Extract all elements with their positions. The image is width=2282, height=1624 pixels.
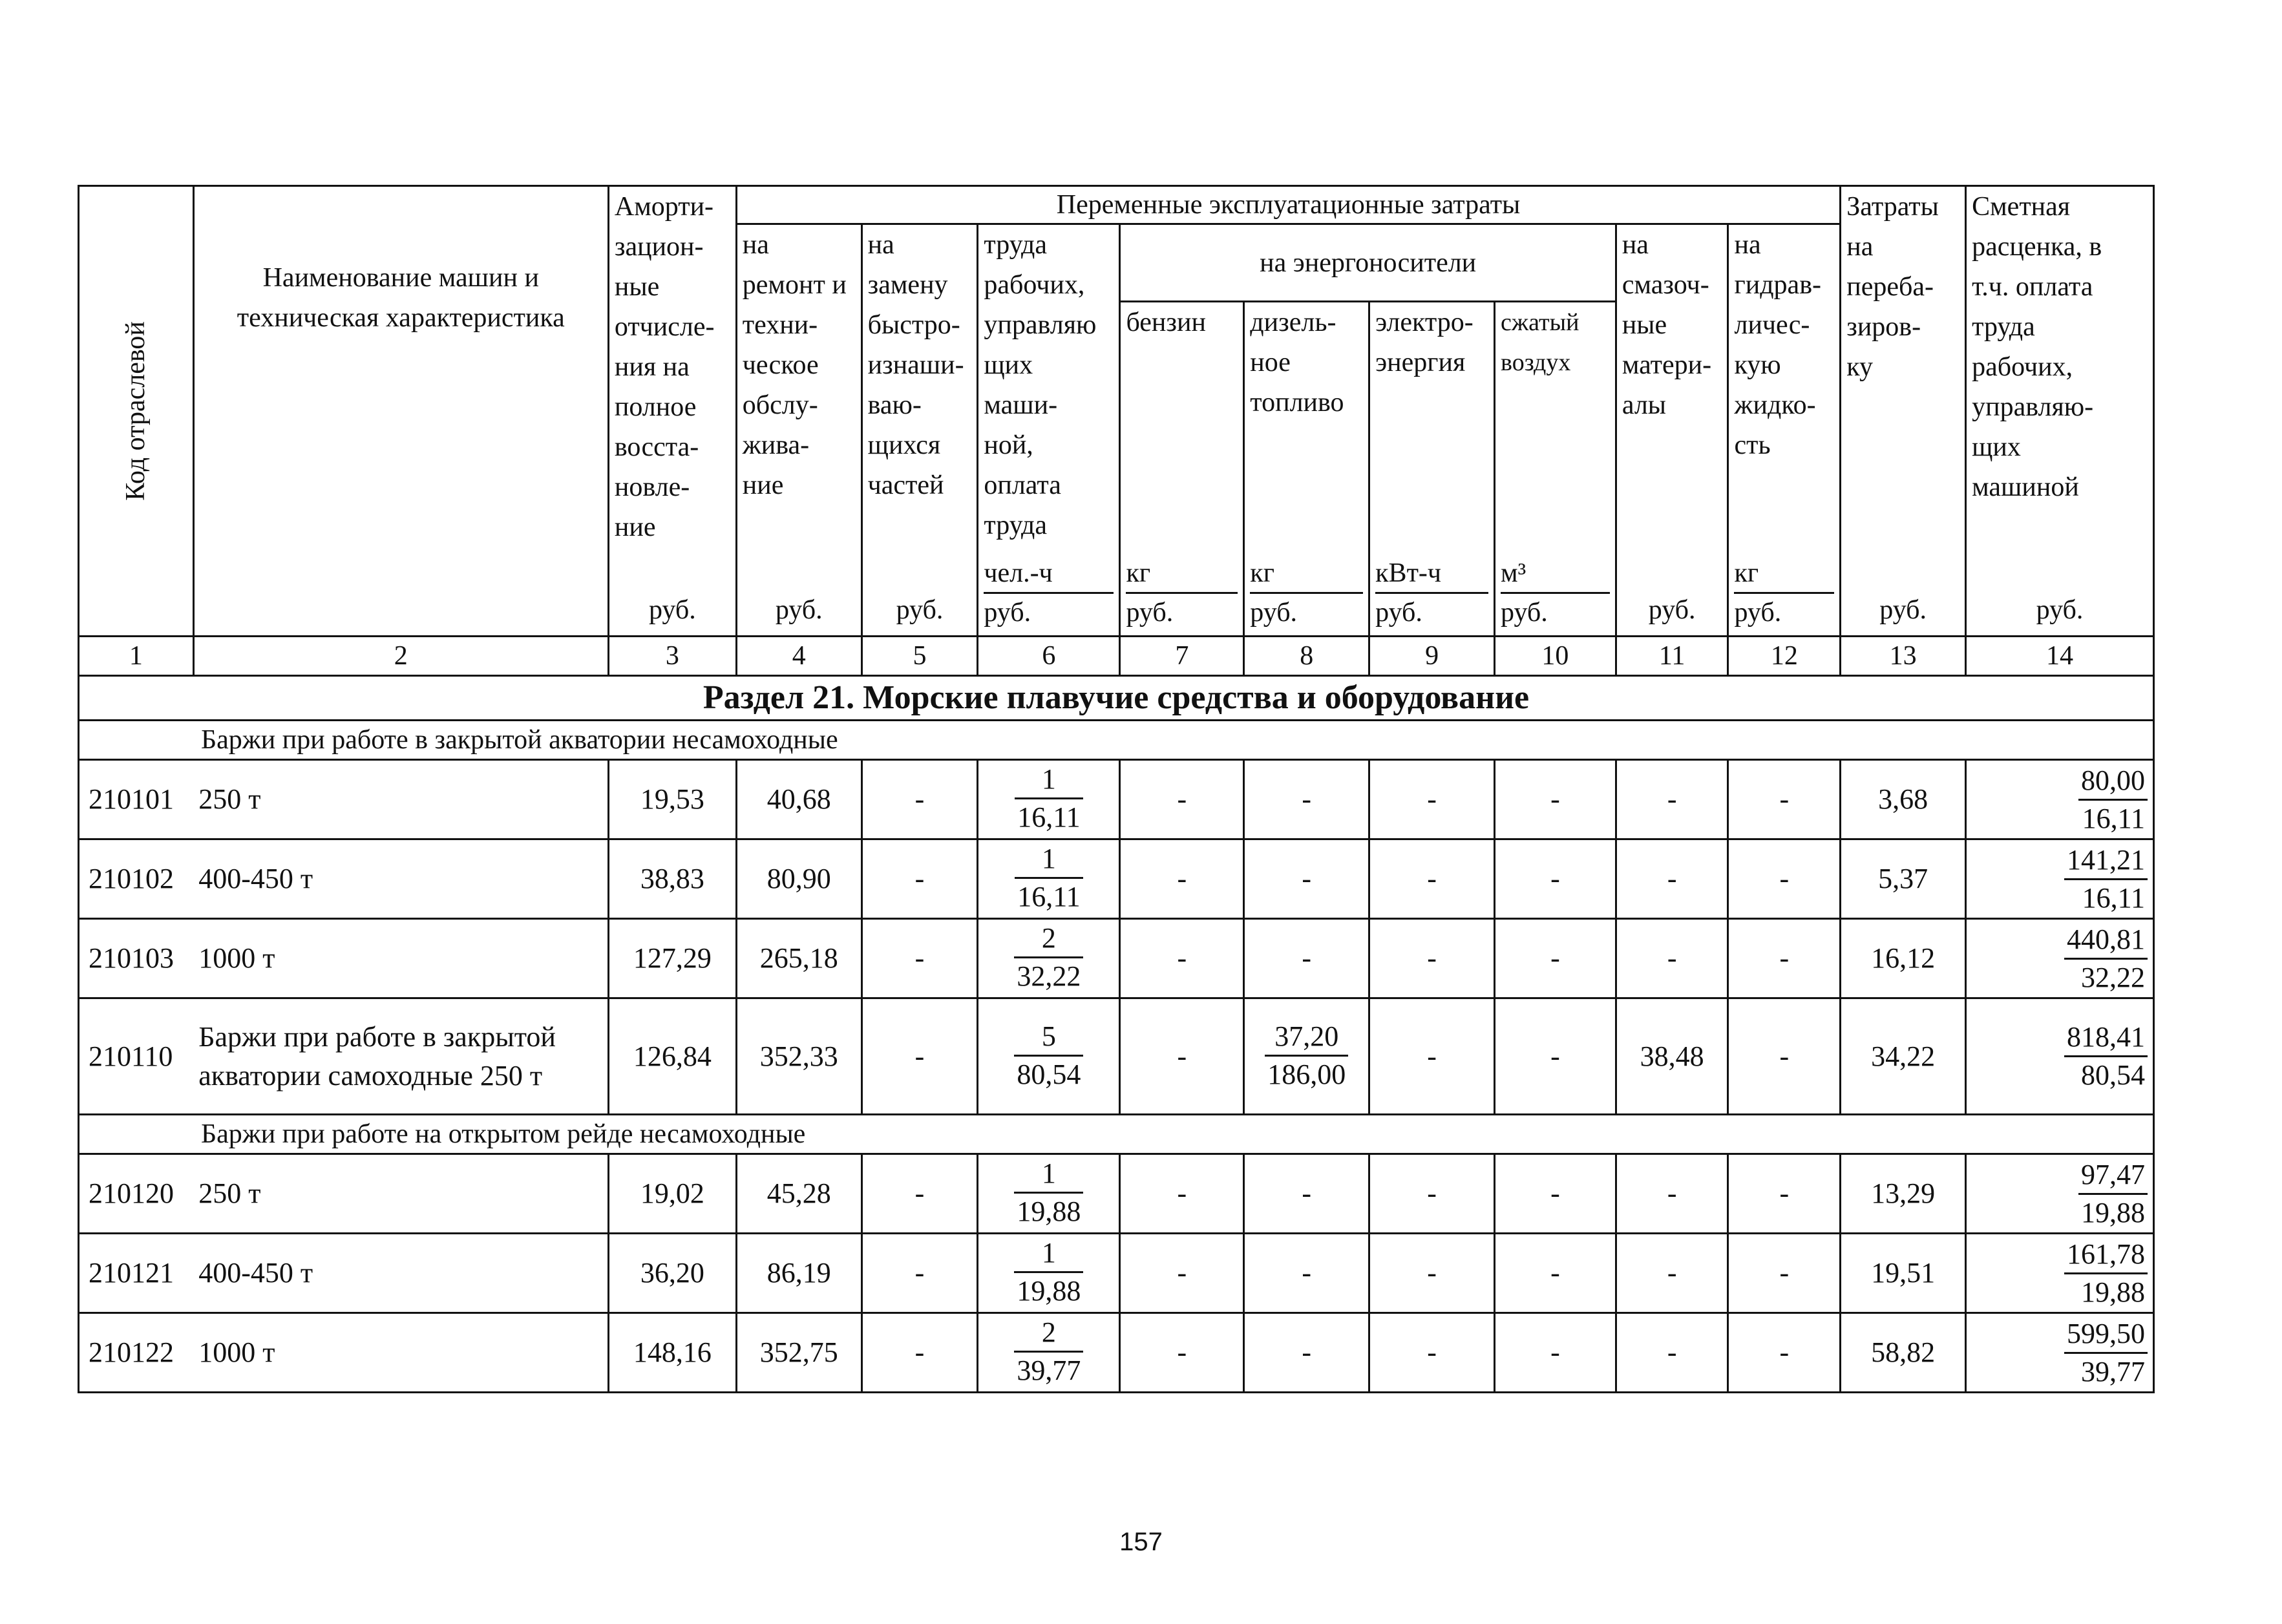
labor-fraction-bottom: 19,88 [1017, 1275, 1081, 1307]
rate-fraction-top: 141,21 [2064, 842, 2148, 880]
header-repair-unit: руб. [775, 595, 823, 625]
row-labor [978, 839, 1120, 919]
row-repair: 80,90 [736, 839, 861, 919]
row-air: - [1495, 919, 1616, 998]
header-name [193, 186, 608, 637]
row-labor [978, 998, 1120, 1115]
header-name-label: Наименование машин и техническая характеристика [237, 263, 565, 333]
row-rate [1966, 760, 2154, 839]
labor-fraction [1015, 841, 1083, 915]
header-code [79, 186, 194, 637]
labor-fraction-top: 1 [1014, 1235, 1083, 1273]
rate-fraction [2064, 1019, 2148, 1093]
group-title-open-roadstead: Баржи при работе на открытом рейде несамоходные [79, 1115, 2154, 1154]
labor-fraction-bottom: 16,11 [1017, 801, 1081, 833]
row-lubricants: - [1616, 919, 1728, 998]
row-lubricants: 38,48 [1616, 998, 1728, 1115]
row-parts: - [861, 998, 978, 1115]
row-parts: - [861, 839, 978, 919]
row-repair: 86,19 [736, 1234, 861, 1313]
labor-fraction [1014, 920, 1083, 995]
header-labor [978, 224, 1120, 637]
column-numbers-row [79, 637, 2154, 676]
header-lubricants-label: на смазоч- ные матери- алы [1622, 230, 1712, 420]
row-name: 400-450 т [193, 1234, 608, 1313]
row-amortization: 19,02 [608, 1154, 736, 1234]
row-relocation: 13,29 [1841, 1154, 1966, 1234]
labor-fraction [1014, 1018, 1083, 1093]
rate-fraction-bottom: 19,88 [2081, 1196, 2145, 1229]
column-number: 5 [861, 637, 978, 676]
column-number: 8 [1244, 637, 1369, 676]
rate-fraction [2064, 1236, 2148, 1311]
rate-fraction-top: 599,50 [2064, 1316, 2148, 1354]
row-diesel: - [1244, 1234, 1369, 1313]
row-name: 1000 т [193, 919, 608, 998]
rates-table [78, 185, 2155, 1393]
row-name: Баржи при работе в закрытой акватории самоходные 250 т [193, 998, 608, 1115]
row-code: 210120 [79, 1154, 194, 1234]
header-lubricants-unit: руб. [1648, 595, 1696, 625]
header-electric [1369, 302, 1495, 637]
labor-fraction-bottom: 16,11 [1017, 881, 1081, 912]
header-air [1495, 302, 1616, 637]
column-number: 11 [1616, 637, 1728, 676]
row-petrol: - [1120, 1234, 1244, 1313]
row-parts: - [861, 919, 978, 998]
labor-fraction [1015, 761, 1083, 836]
row-petrol: - [1120, 919, 1244, 998]
header-repair [736, 224, 861, 637]
rate-fraction [2078, 763, 2148, 837]
row-repair: 40,68 [736, 760, 861, 839]
header-rate-label: Сметная расценка, в т.ч. оплата труда рабочих, управляю- щих машиной [1972, 192, 2102, 502]
header-parts-label: на замену быстро- изнаши- ваю- щихся частей [867, 230, 964, 500]
row-lubricants: - [1616, 1313, 1728, 1393]
header-rate [1966, 186, 2154, 637]
labor-fraction-top: 1 [1014, 1155, 1083, 1194]
row-diesel: - [1244, 919, 1369, 998]
row-code: 210103 [79, 919, 194, 998]
header-diesel-unit: кг руб. [1250, 554, 1363, 631]
table-row [79, 1234, 2154, 1313]
header-lubricants [1616, 224, 1728, 637]
rate-fraction-bottom: 16,11 [2082, 802, 2145, 834]
row-hydraulic: - [1728, 998, 1841, 1115]
labor-fraction-top: 2 [1014, 1314, 1083, 1353]
row-air: - [1495, 1234, 1616, 1313]
header-air-unit: м³ руб. [1501, 554, 1610, 631]
row-relocation: 34,22 [1841, 998, 1966, 1115]
row-petrol: - [1120, 760, 1244, 839]
column-number: 12 [1728, 637, 1841, 676]
row-lubricants: - [1616, 1154, 1728, 1234]
row-electric: - [1369, 1234, 1495, 1313]
header-diesel [1244, 302, 1369, 637]
header-petrol [1120, 302, 1244, 637]
column-number: 13 [1841, 637, 1966, 676]
row-repair: 265,18 [736, 919, 861, 998]
header-petrol-label: бензин [1126, 308, 1206, 337]
row-name: 1000 т [193, 1313, 608, 1393]
row-electric: - [1369, 760, 1495, 839]
column-number: 3 [608, 637, 736, 676]
row-air: - [1495, 760, 1616, 839]
header-hydraulic-unit: кг руб. [1734, 554, 1834, 631]
row-air: - [1495, 998, 1616, 1115]
rate-fraction-bottom: 16,11 [2082, 881, 2145, 914]
header-petrol-unit: кг руб. [1126, 554, 1238, 631]
row-relocation: 5,37 [1841, 839, 1966, 919]
page-number: 157 [1119, 1528, 1163, 1556]
row-repair: 352,75 [736, 1313, 861, 1393]
group-title-closed-water: Баржи при работе в закрытой акватории несамоходные [79, 721, 2154, 760]
header-labor-unit: чел.-ч руб. [984, 554, 1114, 631]
row-diesel: - [1244, 839, 1369, 919]
column-number: 6 [978, 637, 1120, 676]
row-air: - [1495, 1313, 1616, 1393]
row-rate [1966, 839, 2154, 919]
row-hydraulic: - [1728, 760, 1841, 839]
table-row [79, 1154, 2154, 1234]
row-repair: 45,28 [736, 1154, 861, 1234]
labor-fraction-bottom: 32,22 [1017, 960, 1081, 992]
rate-fraction [2078, 1157, 2148, 1231]
row-hydraulic: - [1728, 1154, 1841, 1234]
row-amortization: 126,84 [608, 998, 736, 1115]
diesel-fraction [1265, 1018, 1348, 1093]
labor-fraction-bottom: 39,77 [1017, 1355, 1081, 1386]
header-variable-costs: Переменные эксплуатационные затраты [736, 186, 1840, 224]
column-number: 7 [1120, 637, 1244, 676]
row-rate [1966, 998, 2154, 1115]
row-parts: - [861, 1154, 978, 1234]
table-row [79, 839, 2154, 919]
header-labor-label: труда рабочих, управляю щих маши- ной, оплата труда [984, 230, 1097, 540]
column-number: 9 [1369, 637, 1495, 676]
rate-fraction-bottom: 80,54 [2081, 1059, 2145, 1091]
row-electric: - [1369, 919, 1495, 998]
labor-fraction-top: 1 [1015, 841, 1083, 879]
row-petrol: - [1120, 1313, 1244, 1393]
rate-fraction [2064, 842, 2148, 916]
header-relocation [1841, 186, 1966, 637]
diesel-fraction-top: 37,20 [1265, 1018, 1348, 1057]
row-labor [978, 1234, 1120, 1313]
labor-fraction [1014, 1235, 1083, 1309]
row-lubricants: - [1616, 760, 1728, 839]
labor-fraction-top: 2 [1014, 920, 1083, 958]
header-hydraulic [1728, 224, 1841, 637]
rate-fraction-top: 440,81 [2064, 922, 2148, 960]
labor-fraction-top: 5 [1014, 1018, 1083, 1057]
row-relocation: 3,68 [1841, 760, 1966, 839]
row-lubricants: - [1616, 1234, 1728, 1313]
row-hydraulic: - [1728, 1234, 1841, 1313]
header-rate-unit: руб. [2036, 595, 2084, 625]
header-repair-label: на ремонт и техни- ческое обслу- жива- ние [742, 230, 847, 500]
header-diesel-label: дизель- ное топливо [1250, 308, 1344, 417]
row-relocation: 16,12 [1841, 919, 1966, 998]
row-lubricants: - [1616, 839, 1728, 919]
row-amortization: 19,53 [608, 760, 736, 839]
row-electric: - [1369, 839, 1495, 919]
column-number: 1 [79, 637, 194, 676]
table-row [79, 998, 2154, 1115]
labor-fraction [1014, 1155, 1083, 1230]
row-electric: - [1369, 1154, 1495, 1234]
labor-fraction-bottom: 19,88 [1017, 1196, 1081, 1227]
row-petrol: - [1120, 998, 1244, 1115]
row-amortization: 148,16 [608, 1313, 736, 1393]
row-name: 250 т [193, 1154, 608, 1234]
row-parts: - [861, 1313, 978, 1393]
row-code: 210101 [79, 760, 194, 839]
row-hydraulic: - [1728, 839, 1841, 919]
row-electric: - [1369, 1313, 1495, 1393]
header-hydraulic-label: на гидрав- личес- кую жидко- сть [1734, 230, 1822, 460]
section-title: Раздел 21. Морские плавучие средства и оборудование [79, 676, 2154, 721]
row-diesel [1244, 998, 1369, 1115]
row-diesel: - [1244, 1313, 1369, 1393]
header-code-label: Код отраслевой [121, 321, 151, 501]
row-code: 210121 [79, 1234, 194, 1313]
header-electric-unit: кВт-ч руб. [1375, 554, 1488, 631]
row-code: 210102 [79, 839, 194, 919]
header-air-label: сжатый воздух [1501, 309, 1579, 376]
row-amortization: 127,29 [608, 919, 736, 998]
row-air: - [1495, 1154, 1616, 1234]
header-relocation-label: Затраты на переба- зиров- ку [1846, 192, 1939, 382]
column-number: 14 [1966, 637, 2154, 676]
row-parts: - [861, 760, 978, 839]
rate-fraction [2064, 922, 2148, 996]
row-parts: - [861, 1234, 978, 1313]
row-labor [978, 919, 1120, 998]
header-parts-unit: руб. [896, 595, 944, 625]
row-labor [978, 1154, 1120, 1234]
row-code: 210122 [79, 1313, 194, 1393]
row-relocation: 58,82 [1841, 1313, 1966, 1393]
row-rate [1966, 1154, 2154, 1234]
row-amortization: 38,83 [608, 839, 736, 919]
diesel-fraction-bottom: 186,00 [1267, 1058, 1346, 1090]
labor-fraction-bottom: 80,54 [1017, 1058, 1081, 1090]
header-amort-unit: руб. [648, 595, 696, 625]
column-number: 2 [193, 637, 608, 676]
row-labor [978, 1313, 1120, 1393]
row-diesel: - [1244, 760, 1369, 839]
row-labor [978, 760, 1120, 839]
row-rate [1966, 1313, 2154, 1393]
header-electric-label: электро- энергия [1375, 308, 1474, 377]
rate-fraction-bottom: 32,22 [2081, 961, 2145, 993]
rate-fraction-top: 97,47 [2078, 1157, 2148, 1195]
table-row [79, 760, 2154, 839]
header-energy: на энергоносители [1120, 224, 1616, 302]
rate-fraction [2064, 1316, 2148, 1390]
row-name: 400-450 т [193, 839, 608, 919]
row-rate [1966, 919, 2154, 998]
rate-fraction-top: 818,41 [2064, 1019, 2148, 1057]
header-amort-label: Аморти- зацион- ные отчисле- ния на полное восста- новле- ние [614, 192, 715, 542]
rate-fraction-bottom: 19,88 [2081, 1276, 2145, 1308]
row-hydraulic: - [1728, 919, 1841, 998]
header-parts [861, 224, 978, 637]
table-row [79, 919, 2154, 998]
row-petrol: - [1120, 839, 1244, 919]
row-relocation: 19,51 [1841, 1234, 1966, 1313]
column-number: 10 [1495, 637, 1616, 676]
row-air: - [1495, 839, 1616, 919]
row-rate [1966, 1234, 2154, 1313]
row-electric: - [1369, 998, 1495, 1115]
row-hydraulic: - [1728, 1313, 1841, 1393]
rate-fraction-top: 161,78 [2064, 1236, 2148, 1274]
table-row [79, 1313, 2154, 1393]
header-relocation-unit: руб. [1879, 595, 1927, 625]
labor-fraction [1014, 1314, 1083, 1389]
header-amort [608, 186, 736, 637]
row-amortization: 36,20 [608, 1234, 736, 1313]
row-petrol: - [1120, 1154, 1244, 1234]
labor-fraction-top: 1 [1015, 761, 1083, 799]
row-repair: 352,33 [736, 998, 861, 1115]
row-code: 210110 [79, 998, 194, 1115]
row-name: 250 т [193, 760, 608, 839]
rate-fraction-bottom: 39,77 [2081, 1355, 2145, 1387]
row-diesel: - [1244, 1154, 1369, 1234]
rate-fraction-top: 80,00 [2078, 763, 2148, 801]
column-number: 4 [736, 637, 861, 676]
